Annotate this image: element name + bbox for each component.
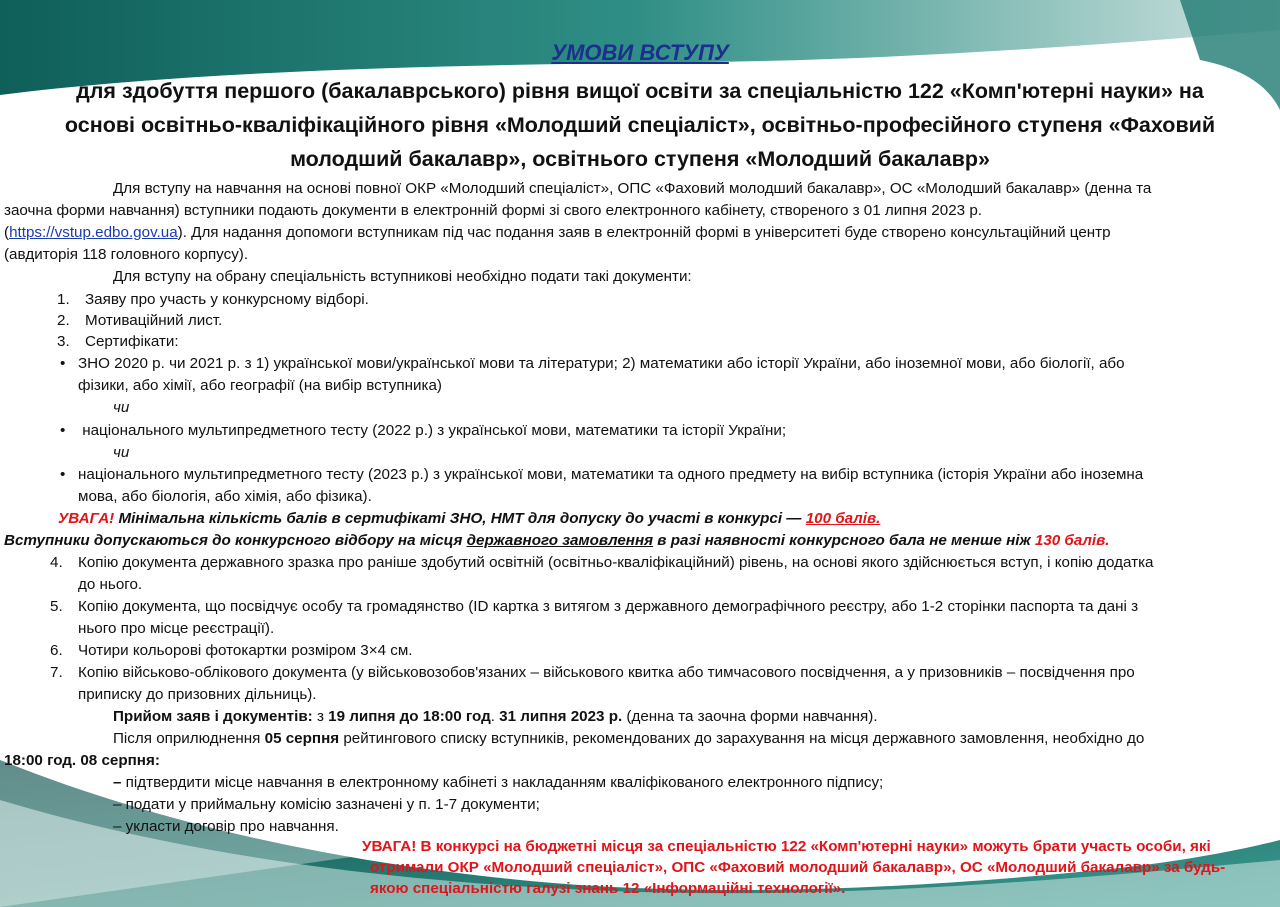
list-number: 3. [57,333,70,350]
bullet-icon: • [60,422,66,439]
step-text: укласти договір про навчання. [121,818,339,835]
schedule-label: Прийом заяв і документів: [113,708,313,725]
warning2-underlined: державного замовлення [466,532,654,549]
list-item-4-line-2: до нього. [78,576,143,593]
list-text: Копію військово-облікового документа (у військовозобов'язаних – військового квитка або тимчасового посвідчення, а у призовників – посвідчення про [78,664,1135,681]
step-dash: – [113,796,122,813]
list-text: Мотиваційний лист. [85,312,223,329]
bullet-text: національного мультипредметного тесту (2023 р.) з української мови, математики та одного предмету на вибір вступника (історія України або іноземна [78,466,1144,483]
step-2 [113,794,540,816]
bullet-3-line-1 [60,464,1143,486]
warning-value: 100 балів. [805,510,881,527]
warning2-post: в разі наявності конкурсного бала не менше ніж [653,532,1035,549]
vstup-link[interactable]: https://vstup.edbo.gov.ua [9,224,178,241]
list-text: Копію документа державного зразка про раніше здобутий освітній (освітньо-кваліфікаційний) рівень, на основі якого здійснюється вступ, і копію додатка [78,554,1154,571]
page-title: УМОВИ ВСТУПУ [551,40,729,65]
list-number: 2. [57,312,70,329]
bullet-text: ЗНО 2020 р. чи 2021 р. з 1) української мови/української мови та літератури; 2) математики або історії України, або іноземної мови, або біології, або [78,355,1125,372]
paren-open: ( [4,224,10,241]
subtitle-line-3: молодший бакалавр», освітнього ступеня «Молодший бакалавр» [290,147,990,171]
intro-line-3 [4,222,1111,244]
list-item-7-line-1 [50,662,1135,684]
list-item-6 [50,640,413,662]
list-number: 5. [50,598,63,615]
intro-line-2: заочна форми навчання) вступники подають документи в електронній формі зі свого електронного кабінету, створеного з 01 липня 2023 р. [4,202,982,219]
schedule-tail: (денна та заочна форми навчання). [622,708,878,725]
after-post: рейтингового списку вступників, рекомендованих до зарахування на місця державного замовлення, необхідно до [339,730,1145,747]
step-3 [113,816,339,838]
after-deadline: 18:00 год. 08 серпня: [4,752,160,769]
list-item-2 [57,310,222,332]
list-number: 6. [50,642,63,659]
or-label-2: чи [113,444,130,461]
warning2-pre: Вступники допускаються до конкурсного відбору на місця [4,532,467,549]
step-dash: – [113,774,122,791]
step-1 [113,772,883,794]
schedule-line [113,706,878,728]
list-item-4-line-1 [50,552,1154,574]
warning-text: Мінімальна кількість балів в сертифікаті ЗНО, НМТ для допуску до участі в конкурсі — [114,510,806,527]
subtitle-line-2: основі освітньо-кваліфікаційного рівня «Молодший спеціаліст», освітньо-професійного ступеня «Фаховий [64,113,1216,137]
step-text: підтвердити місце навчання в електронному кабінеті з накладанням кваліфікованого електронного підпису; [121,774,884,791]
final-warning-line-1: УВАГА! В конкурсі на бюджетні місця за спеціальністю 122 «Комп'ютерні науки» можуть брати участь особи, які [362,838,1211,855]
page-subtitle [0,74,1280,176]
list-number: 1. [57,291,70,308]
schedule-date-end: 31 липня 2023 р. [499,708,623,725]
final-warning-line-3: якою спеціальністю галузі знань 12 «Інформаційні технології». [370,880,846,897]
docs-intro: Для вступу на обрану спеціальність вступникові необхідно подати такі документи: [113,268,692,285]
or-label-1: чи [113,399,130,416]
list-number: 4. [50,554,63,571]
warning-label: УВАГА! [58,510,115,527]
list-text: Заяву про участь у конкурсному відборі. [85,291,369,308]
list-text: Чотири кольорові фотокартки розміром 3×4 см. [78,642,413,659]
list-item-7-line-2: приписку до призовних дільниць). [78,686,317,703]
list-number: 7. [50,664,63,681]
step-dash: – [113,818,122,835]
after-pre: Після оприлюднення [113,730,265,747]
bullet-2 [60,420,786,442]
list-item-1 [57,289,369,311]
schedule-sep: . [490,708,500,725]
subtitle-line-1: для здобуття першого (бакалаврського) рівня вищої освіти за спеціальністю 122 «Комп'ютерні науки» на [76,79,1204,103]
intro-line-4: (авдиторія 118 головного корпусу). [4,246,249,263]
list-item-3 [57,331,179,353]
warning-state-order [4,530,1110,552]
bullet-icon: • [60,466,66,483]
after-date: 05 серпня [264,730,340,747]
schedule-date-start: 19 липня до 18:00 год [328,708,491,725]
intro-line-3-text: ). Для надання допомоги вступникам під час подання заяв в електронній формі в університеті буде створено консультаційний центр [177,224,1111,241]
schedule-from: з [312,708,329,725]
bullet-text: національного мультипредметного тесту (2022 р.) з української мови, математики та історії України; [78,422,787,439]
warning2-value: 130 балів. [1034,532,1110,549]
warning-min-score [58,508,880,530]
final-warning-line-2: отримали ОКР «Молодший спеціаліст», ОПС «Фаховий молодший бакалавр», ОС «Молодший бакалавр» за будь- [370,859,1226,876]
list-item-5-line-1 [50,596,1138,618]
step-text: подати у приймальну комісію зазначені у п. 1-7 документи; [121,796,540,813]
bullet-3-line-2: мова, або біологія, або хімія, або фізика). [78,488,372,505]
list-text: Сертифікати: [85,333,179,350]
intro-line-1: Для вступу на навчання на основі повної ОКР «Молодший спеціаліст», ОПС «Фаховий молодший бакалавр», ОС «Молодший бакалавр» (денна та [113,180,1152,197]
bullet-1-line-1 [60,353,1125,375]
bullet-1-line-2: фізики, або хімії, або географії (на вибір вступника) [78,377,442,394]
bullet-icon: • [60,355,66,372]
list-item-5-line-2: нього про місце реєстрації). [78,620,275,637]
list-text: Копію документа, що посвідчує особу та громадянство (ID картка з витягом з державного демографічного реєстру, або 1-2 сторінки паспорта та дані з [78,598,1139,615]
after-line-1 [113,728,1144,750]
